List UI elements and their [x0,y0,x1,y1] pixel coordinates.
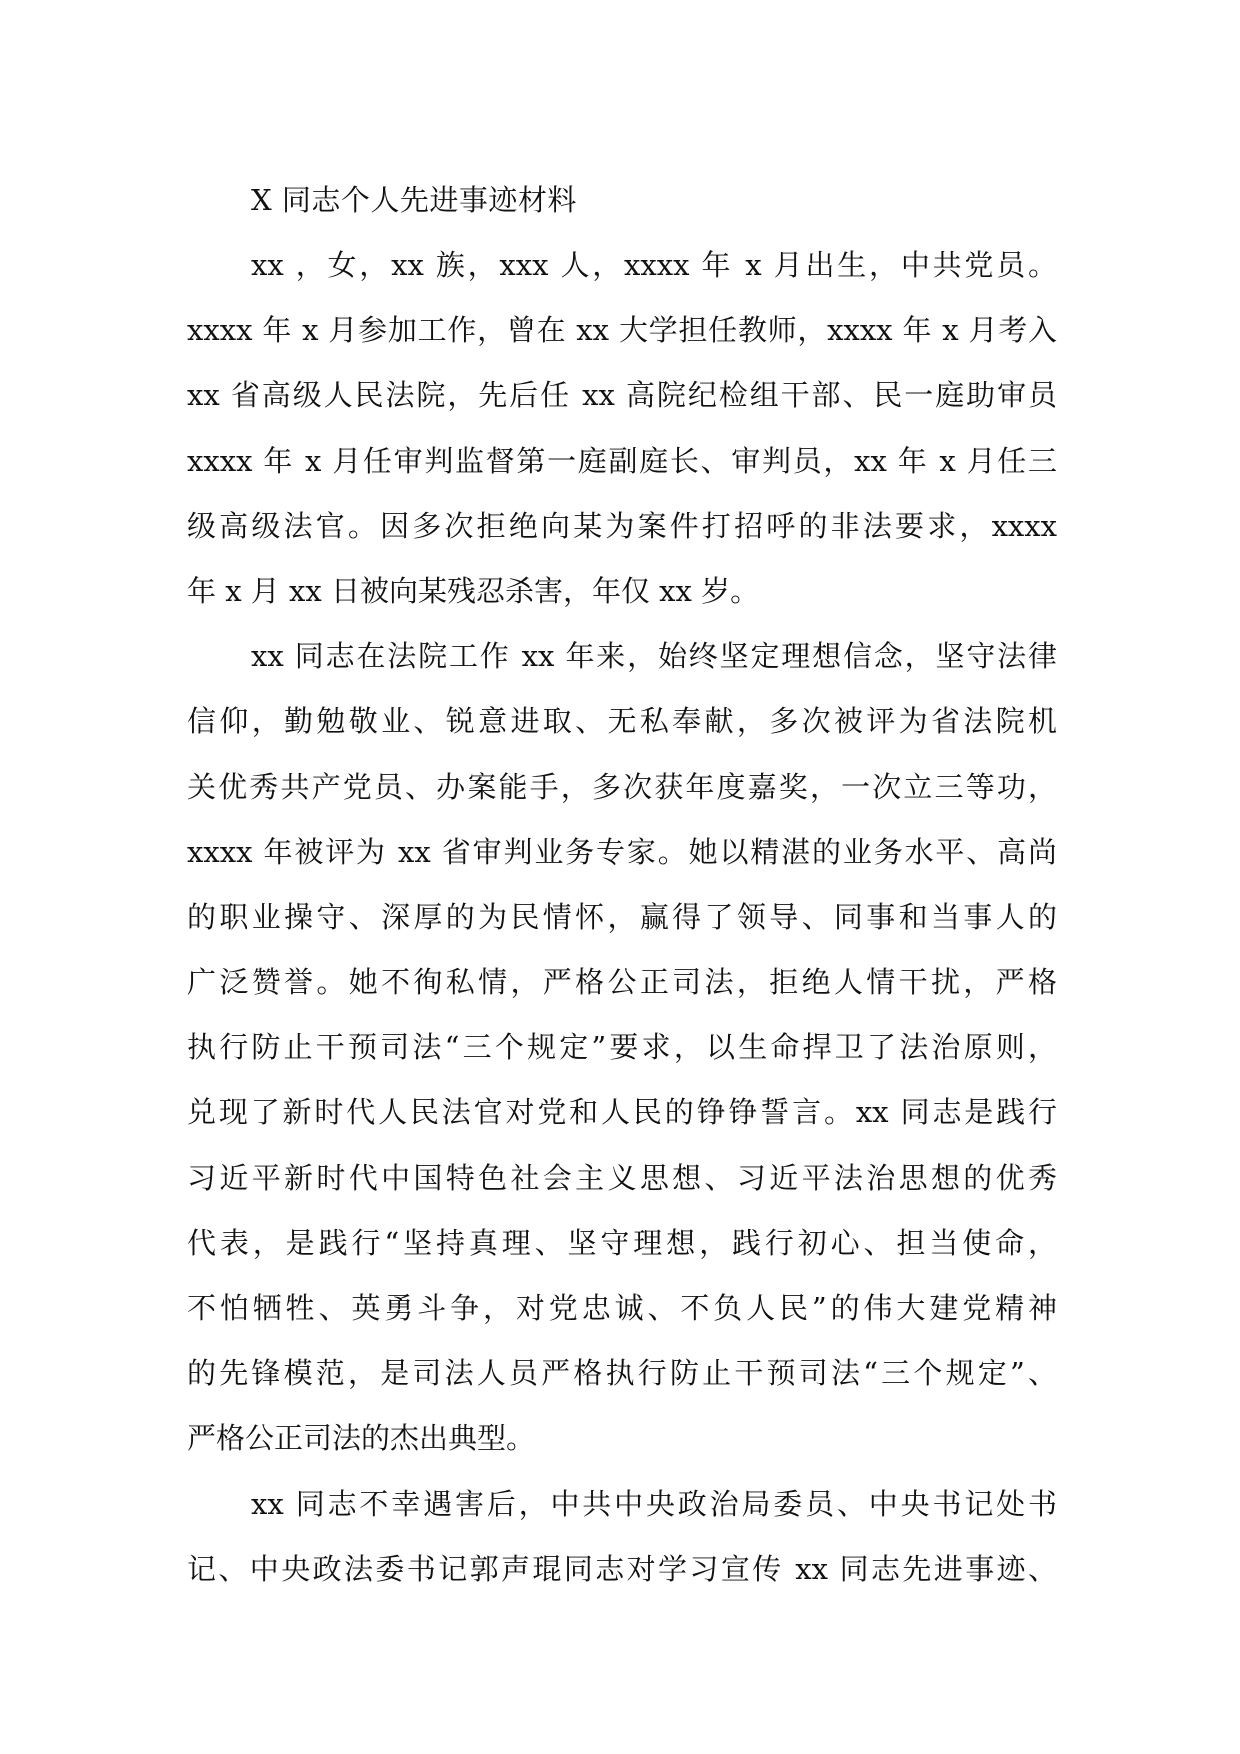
paragraph-1 [187,233,1057,624]
text-line: 严格公正司法的杰出典型。 [187,1421,536,1456]
text-line: 信仰，勤勉敬业、锐意进取、无私奉献，多次被评为省法院机 [187,704,1057,739]
paragraph-2 [187,624,1057,1471]
text-line: xx 省高级人民法院，先后任 xx 高院纪检组干部、民一庭助审员 [187,378,1057,413]
paragraph-3 [187,1472,1057,1602]
document-title: X 同志个人先进事迹材料 [251,183,577,217]
text-line: 广泛赞誉。她不徇私情，严格公正司法，拒绝人情干扰，严格 [187,965,1057,1000]
text-line: 的先锋模范，是司法人员严格执行防止干预司法“三个规定”、 [187,1356,1057,1391]
text-line: 年 x 月 xx 日被向某残忍杀害，年仅 xx 岁。 [187,573,760,608]
text-line: 习近平新时代中国特色社会主义思想、习近平法治思想的优秀 [187,1160,1057,1195]
text-line: 执行防止干预司法“三个规定”要求，以生命捍卫了法治原则， [187,1030,1057,1065]
text-line: xx 同志不幸遇害后，中共中央政治局委员、中央书记处书 [251,1486,1057,1521]
text-line: 代表，是践行“坚持真理、坚守理想，践行初心、担当使命， [187,1225,1057,1260]
document-body [187,168,1057,1602]
text-line: 关优秀共产党员、办案能手，多次获年度嘉奖，一次立三等功， [187,769,1057,804]
text-line: 不怕牺牲、英勇斗争，对党忠诚、不负人民”的伟大建党精神 [187,1291,1057,1325]
text-line: 兑现了新时代人民法官对党和人民的铮铮誓言。xx 同志是践行 [187,1095,1057,1130]
text-line: xx ，女，xx 族，xxx 人，xxxx 年 x 月出生，中共党员。 [251,248,1057,282]
text-line: xxxx 年 x 月任审判监督第一庭副庭长、审判员，xx 年 x 月任三 [187,443,1057,478]
text-line: 记、中央政法委书记郭声琨同志对学习宣传 xx 同志先进事迹、 [187,1551,1057,1586]
text-line: 的职业操守、深厚的为民情怀，赢得了领导、同事和当事人的 [187,899,1057,934]
text-line: xxxx 年被评为 xx 省审判业务专家。她以精湛的业务水平、高尚 [187,834,1057,869]
text-line: xx 同志在法院工作 xx 年来，始终坚定理想信念，坚守法律 [251,639,1057,674]
text-line: 级高级法官。因多次拒绝向某为案件打招呼的非法要求，xxxx [187,508,1057,543]
text-line: xxxx 年 x 月参加工作，曾在 xx 大学担任教师，xxxx 年 x 月考入 [187,313,1057,348]
